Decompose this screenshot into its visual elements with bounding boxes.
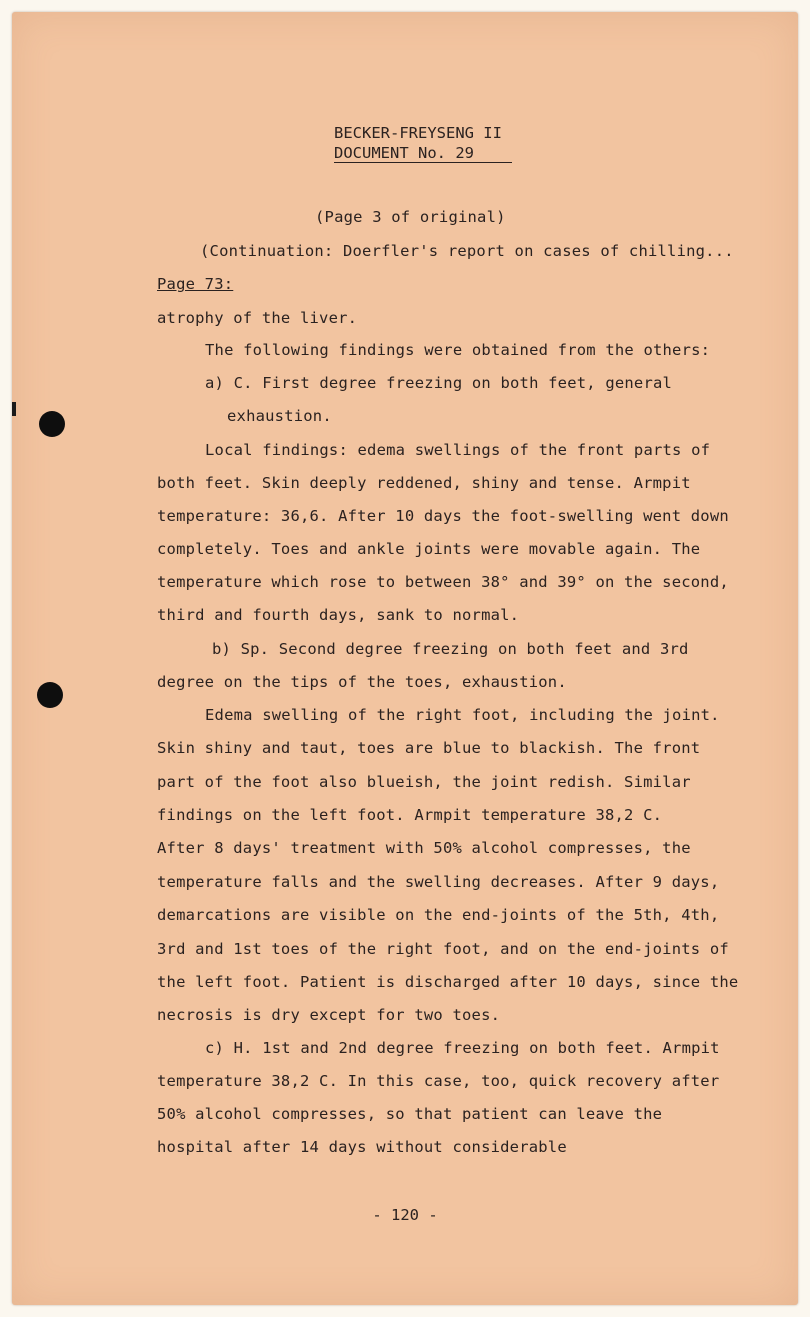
body-line: necrosis is dry except for two toes. — [157, 1006, 501, 1024]
header-line-2: DOCUMENT No. 29 — [334, 144, 474, 162]
body-line: Local findings: edema swellings of the front parts of — [205, 441, 711, 459]
punch-hole-top — [39, 411, 65, 437]
body-line: temperature which rose to between 38° and 39° on the second, — [157, 573, 729, 591]
body-line: completely. Toes and ankle joints were movable again. The — [157, 540, 701, 558]
continuation-line: (Continuation: Doerfler's report on cases of chilling... — [200, 242, 734, 260]
body-line: After 8 days' treatment with 50% alcohol compresses, the — [157, 839, 691, 857]
body-line: a) C. First degree freezing on both feet, general — [205, 374, 673, 392]
body-line: findings on the left foot. Armpit temperature 38,2 C. — [157, 806, 663, 824]
punch-hole-bottom — [37, 682, 63, 708]
page-number: - 120 - — [372, 1206, 438, 1224]
body-line: temperature 38,2 C. In this case, too, quick recovery after — [157, 1072, 720, 1090]
body-line: The following findings were obtained from the others: — [205, 341, 711, 359]
body-line: both feet. Skin deeply reddened, shiny and tense. Armpit — [157, 474, 691, 492]
body-line: temperature falls and the swelling decreases. After 9 days, — [157, 873, 720, 891]
body-line: 50% alcohol compresses, so that patient can leave the — [157, 1105, 663, 1123]
body-line: 3rd and 1st toes of the right foot, and on the end-joints of — [157, 940, 729, 958]
page-reference: Page 73: — [157, 275, 234, 293]
body-line: part of the foot also blueish, the joint redish. Similar — [157, 773, 691, 791]
body-line: atrophy of the liver. — [157, 309, 358, 327]
body-line: the left foot. Patient is discharged after 10 days, since the — [157, 973, 739, 991]
header-underline — [334, 162, 512, 163]
header-line-1: BECKER-FREYSENG II — [334, 124, 502, 142]
body-line: demarcations are visible on the end-joints of the 5th, 4th, — [157, 906, 720, 924]
edge-mark — [12, 402, 16, 416]
body-line: third and fourth days, sank to normal. — [157, 606, 520, 624]
original-page-note: (Page 3 of original) — [315, 208, 506, 226]
body-line: exhaustion. — [227, 407, 332, 425]
body-line: hospital after 14 days without considerable — [157, 1138, 567, 1156]
body-line: b) Sp. Second degree freezing on both feet and 3rd — [212, 640, 689, 658]
body-line: c) H. 1st and 2nd degree freezing on both feet. Armpit — [205, 1039, 720, 1057]
body-line: Edema swelling of the right foot, including the joint. — [205, 706, 720, 724]
body-line: Skin shiny and taut, toes are blue to blackish. The front — [157, 739, 701, 757]
document-page — [12, 12, 798, 1305]
body-line: temperature: 36,6. After 10 days the foot-swelling went down — [157, 507, 729, 525]
body-line: degree on the tips of the toes, exhaustion. — [157, 673, 567, 691]
